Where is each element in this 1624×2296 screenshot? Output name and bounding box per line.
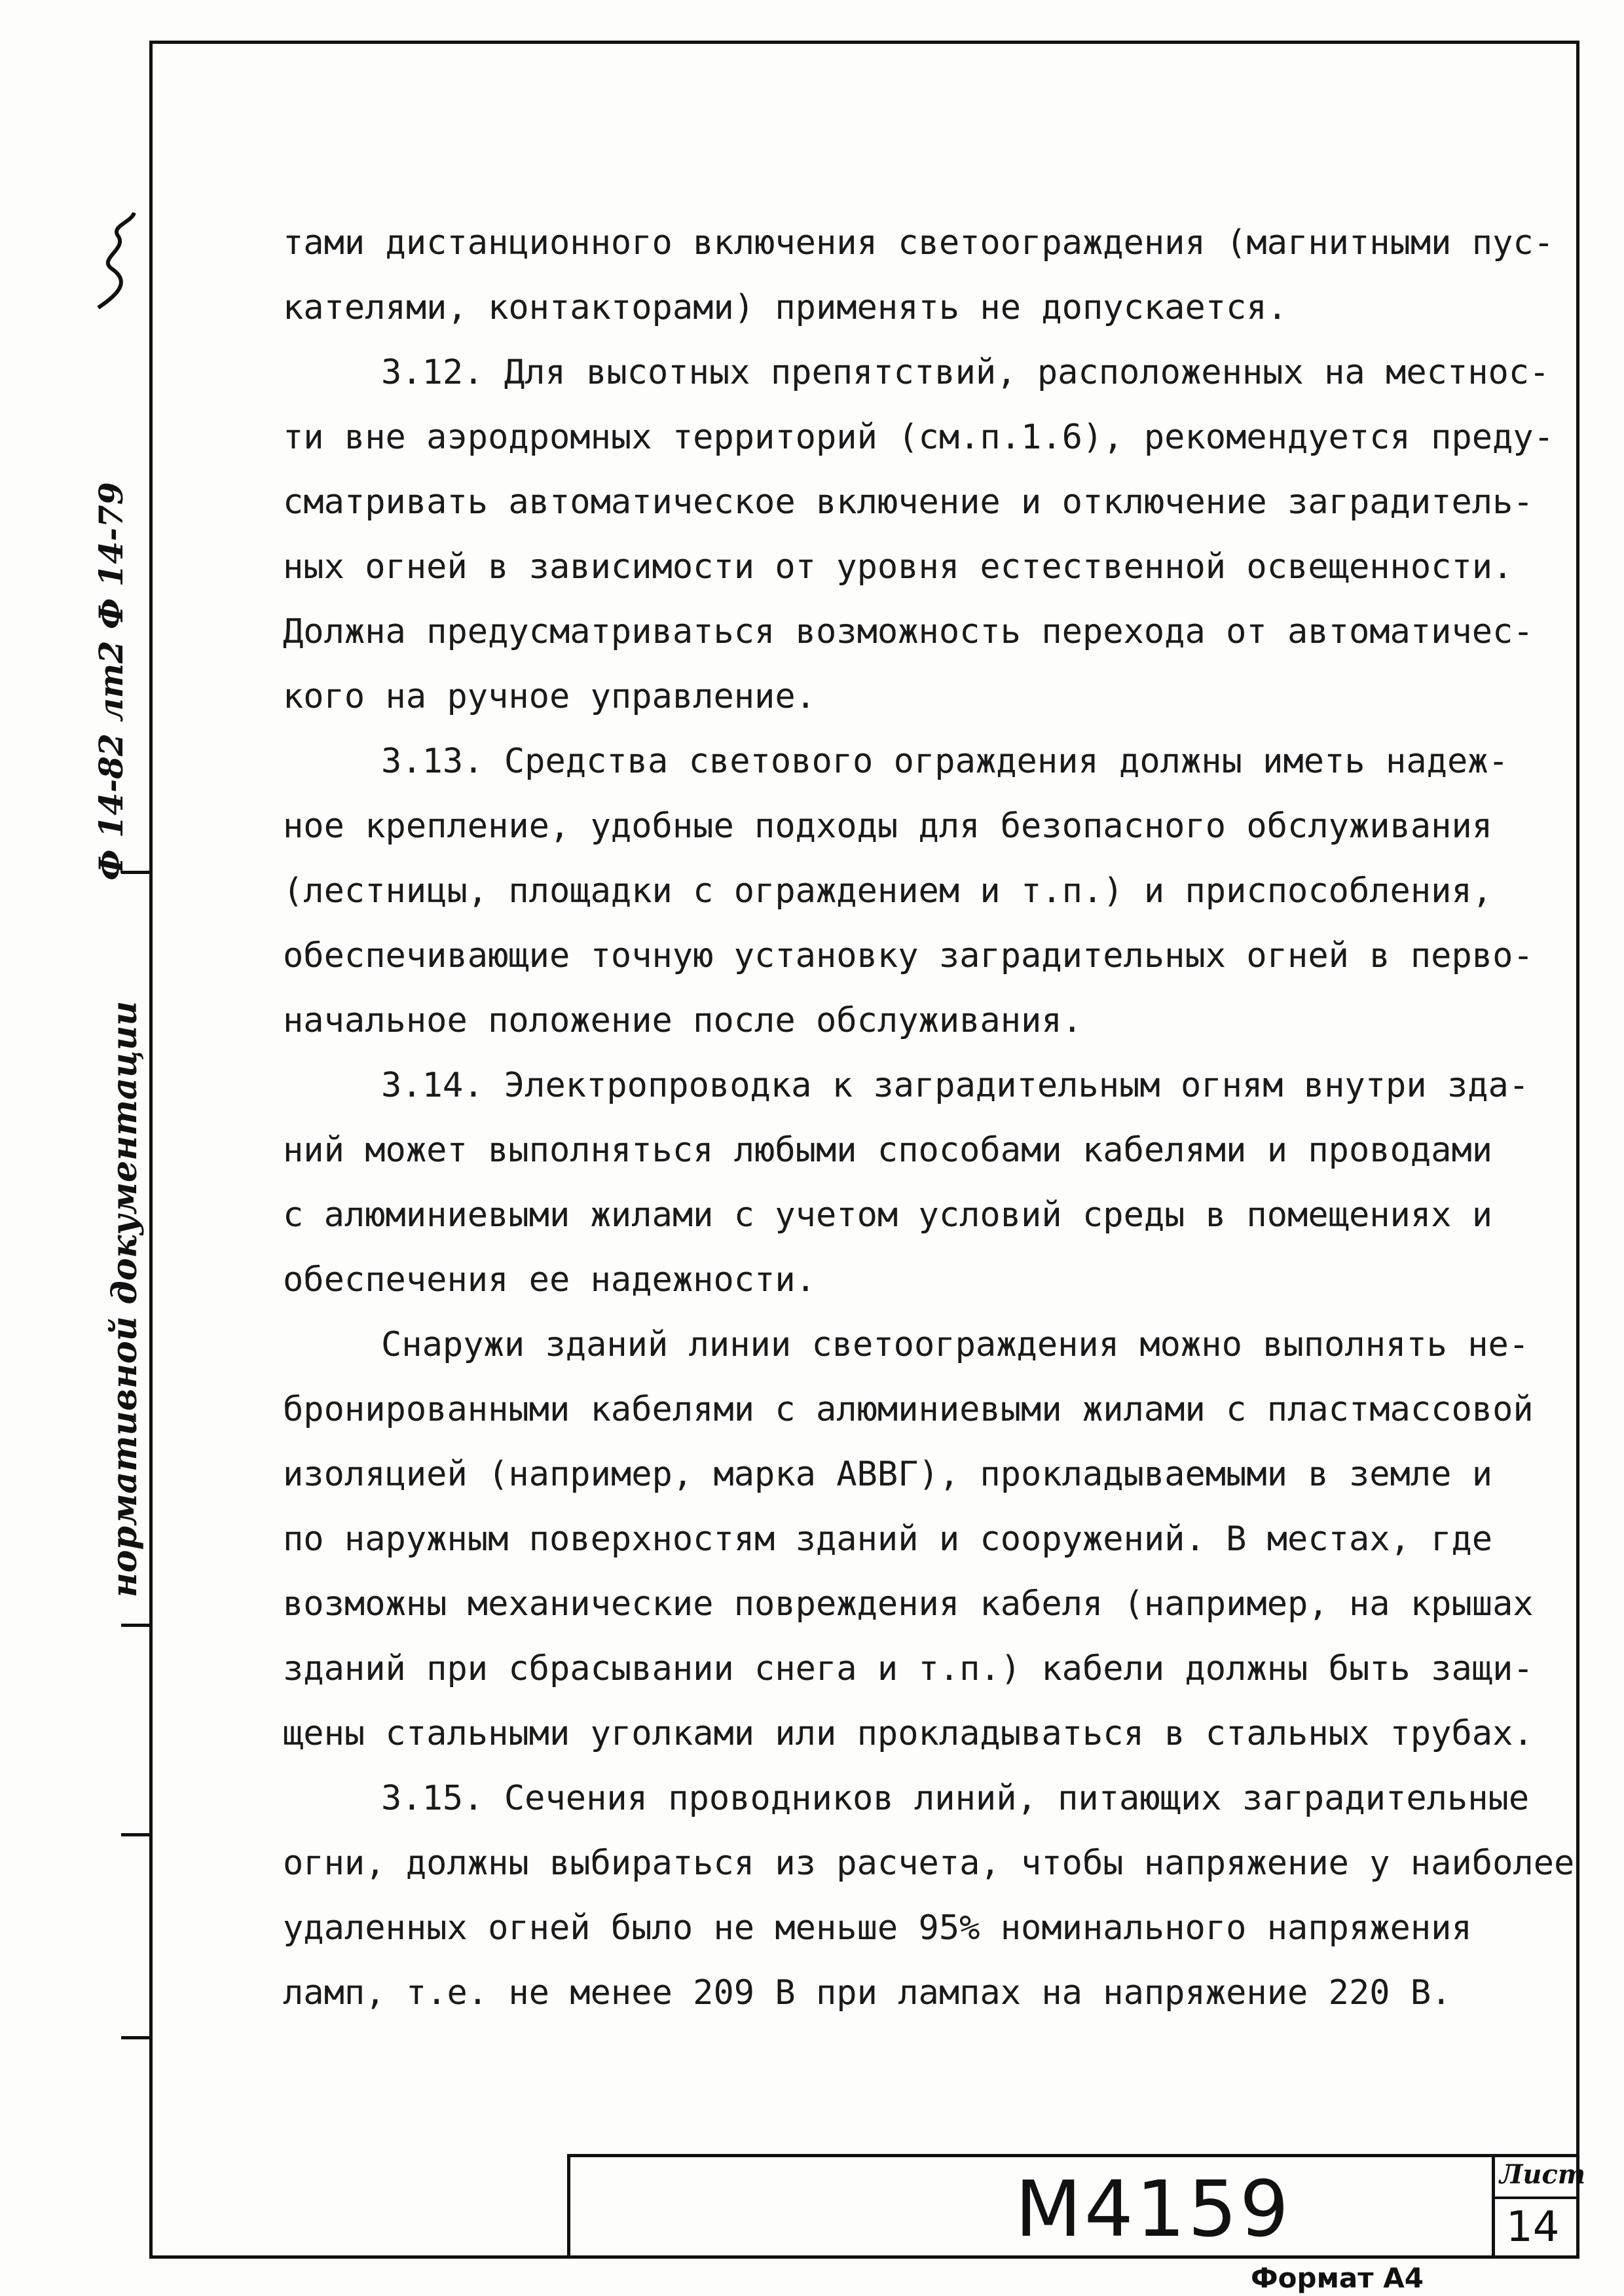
side-doc-reference: Ф 14-82 лт2 Ф 14-79 bbox=[92, 482, 130, 881]
text-line: ти вне аэродромных территорий (см.п.1.6), рекомендуется преду- bbox=[283, 418, 1555, 457]
text-line: зданий при сбрасывании снега и т.п.) кабели должны быть защи- bbox=[283, 1649, 1534, 1688]
paragraph-3-13 bbox=[283, 729, 1547, 1053]
paragraph-outdoor-cables bbox=[283, 1313, 1547, 1766]
text-line: 3.12. Для высотных препятствий, расположенных на местнос- bbox=[381, 353, 1550, 392]
sheet-cell-divider bbox=[1492, 2196, 1579, 2199]
text-line: обеспечения ее надежности. bbox=[283, 1260, 816, 1300]
text-line: бронированными кабелями с алюминиевыми жилами с пластмассовой bbox=[283, 1390, 1534, 1429]
text-line: кого на ручное управление. bbox=[283, 677, 816, 716]
side-category-label: нормативной документации bbox=[105, 1000, 145, 1597]
text-line: 3.14. Электропроводка к заградительным огням внутри зда- bbox=[381, 1066, 1530, 1105]
text-line: ламп, т.е. не менее 209 В при лампах на напряжение 220 В. bbox=[283, 1973, 1452, 2013]
text-line: 3.13. Средства светового ограждения должны иметь надеж- bbox=[381, 742, 1509, 781]
text-line: возможны механические повреждения кабеля (например, на крышах bbox=[283, 1584, 1534, 1624]
text-line: 3.15. Сечения проводников линий, питающих заградительные bbox=[381, 1779, 1530, 1818]
text-line: обеспечивающие точную установку заградительных огней в перво- bbox=[283, 936, 1534, 975]
margin-tick bbox=[121, 1833, 151, 1836]
text-line: щены стальными уголками или прокладываться в стальных трубах. bbox=[283, 1714, 1534, 1753]
format-label: Формат А4 bbox=[1251, 2262, 1424, 2294]
paragraph-3-12 bbox=[283, 340, 1555, 729]
paragraph-3-15 bbox=[283, 1766, 1575, 2026]
paragraph-3-14 bbox=[283, 1053, 1547, 1313]
text-line: Снаружи зданий линии светоограждения можно выполнять не- bbox=[381, 1325, 1530, 1364]
text-line: ное крепление, удобные подходы для безопасного обслуживания bbox=[283, 807, 1493, 846]
text-line: тами дистанционного включения светоограждения (магнитными пус- bbox=[283, 223, 1555, 263]
sheet-number: 14 bbox=[1506, 2203, 1560, 2251]
signature-mark bbox=[92, 210, 144, 314]
text-line: начальное положение после обслуживания. bbox=[283, 1001, 1082, 1040]
text-line: с алюминиевыми жилами с учетом условий среды в помещениях и bbox=[283, 1195, 1493, 1235]
text-line: кателями, контакторами) применять не допускается. bbox=[283, 288, 1288, 327]
text-line: ний может выполняться любыми способами кабелями и проводами bbox=[283, 1131, 1493, 1170]
paragraph-continuation bbox=[283, 211, 1555, 340]
text-line: изоляцией (например, марка АВВГ), прокладываемыми в земле и bbox=[283, 1455, 1493, 1494]
margin-tick bbox=[121, 2036, 151, 2039]
document-code: М4159 bbox=[1015, 2164, 1292, 2254]
text-line: сматривать автоматическое включение и отключение заградитель- bbox=[283, 483, 1534, 522]
body-text bbox=[283, 211, 1575, 2026]
text-line: удаленных огней было не меньше 95% номинального напряжения bbox=[283, 1908, 1472, 1948]
text-line: огни, должны выбираться из расчета, чтобы напряжение у наиболее bbox=[283, 1844, 1575, 1883]
text-line: по наружным поверхностям зданий и сооружений. В местах, где bbox=[283, 1520, 1493, 1559]
text-line: ных огней в зависимости от уровня естественной освещенности. bbox=[283, 547, 1513, 587]
text-line: (лестницы, площадки с ограждением и т.п.) и приспособления, bbox=[283, 871, 1493, 911]
sheet-label: Лист bbox=[1500, 2159, 1586, 2190]
text-line: Должна предусматриваться возможность перехода от автоматичес- bbox=[283, 612, 1534, 651]
margin-tick bbox=[121, 1624, 151, 1627]
